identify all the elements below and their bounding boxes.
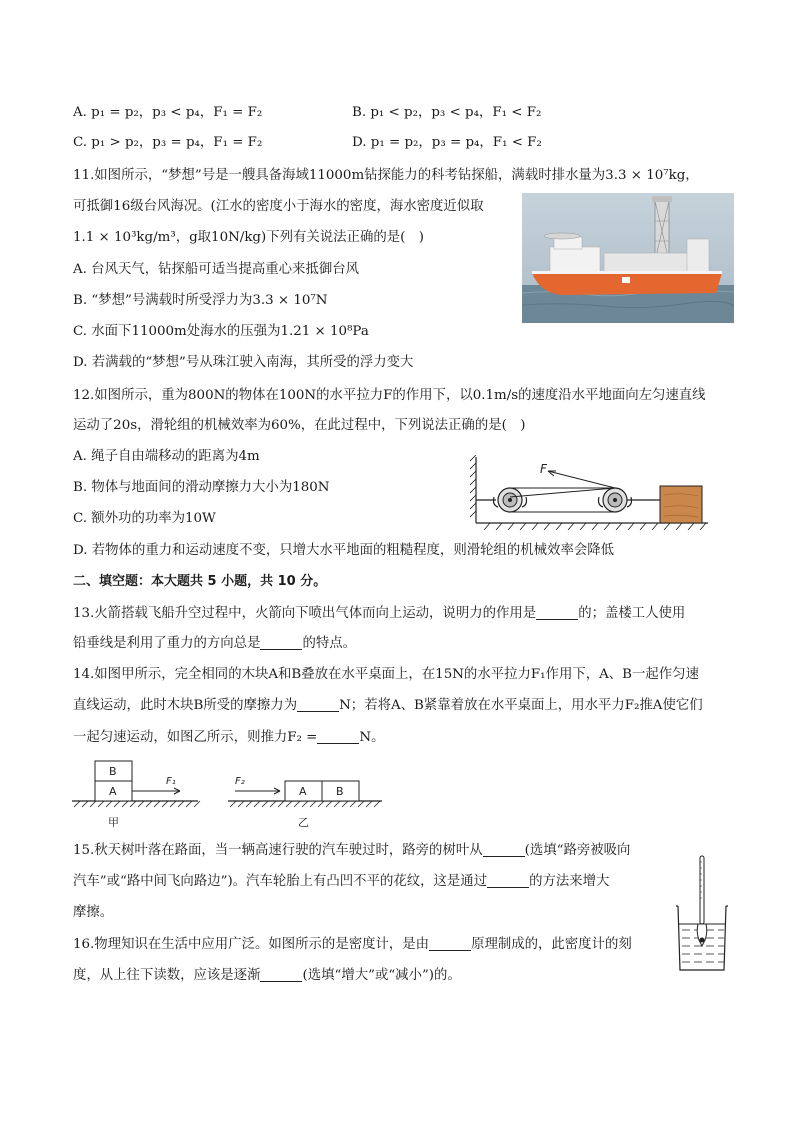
q15-text-part1b: (选填“路旁被吸向 [524,843,631,858]
q10-option-a: A. p₁ = p₂，p₃ < p₄，F₁ = F₂ [73,105,263,120]
q10-option-c: C. p₁ > p₂，p₃ = p₄，F₁ = F₂ [73,135,263,150]
block-a-label-jia: A [109,785,117,798]
pulley-system-diagram [470,455,710,530]
figure-jia [72,761,200,829]
q11-stem-line2: 可抵御16级台风海况。(江水的密度小于海水的密度，海水密度近似取 [73,199,484,214]
q15-blank2[interactable] [487,873,529,888]
q14-blank2[interactable] [317,729,359,744]
q14-line1: 14.如图甲所示，完全相同的木块A和B叠放在水平桌面上，在15N的水平拉力F₁作用下，A、B一起作匀速 [73,667,699,682]
q12-option-c: C. 额外功的功率为10W [73,511,216,526]
q15-text-part2a: 汽车”或“路中间飞向路边”)。汽车轮胎上有凸凹不平的花纹，这是通过 [73,874,488,889]
force-f2-label: F₂ [235,776,245,787]
q13-line1 [73,604,685,624]
drilling-ship-photo [522,193,734,323]
q14-text-part2b: N；若将A、B紧靠着放在水平桌面上，用水平力F₂推A使它们 [339,698,703,713]
q12-option-d: D. 若物体的重力和运动速度不变，只增大水平地面的粗糙程度，则滑轮组的机械效率会降低 [73,543,615,558]
q11-option-b: B. “梦想”号满载时所受浮力为3.3 × 10⁷N [73,293,328,308]
q14-blank1[interactable] [297,697,339,712]
q16-line2 [73,966,461,986]
q13-text-part4: 的特点。 [302,636,357,651]
q14-text-part2a: 直线运动，此时木块B所受的摩擦力为 [73,698,298,713]
block-b-label-yi: B [336,785,344,798]
q15-text-part1a: 15.秋天树叶落在路面，当一辆高速行驶的汽车驶过时，路旁的树叶从 [73,843,483,858]
q12-option-b: B. 物体与地面间的滑动摩擦力大小为180N [73,480,330,495]
q16-text-part2a: 度，从上往下读数，应该是逐渐 [73,968,261,983]
q14-text-part3a: 一起匀速运动，如图乙所示，则推力F₂ = [73,730,318,745]
q16-blank2[interactable] [260,967,302,982]
figure-yi [228,776,382,829]
q15-line3: 摩擦。 [73,905,114,920]
q14-line3 [73,728,385,748]
hydrometer-in-beaker-diagram [674,854,730,974]
section-2-heading: 二、填空题：本大题共 5 小题，共 10 分。 [73,574,327,589]
q11-stem-line1: 11.如图所示，“梦想”号是一艘具备海域11000m钻探能力的科考钻探船，满载时排水量为3.3 × 10⁷kg， [73,168,699,183]
q16-text-part1b: 原理制成的，此密度计的刻 [471,937,632,952]
q11-stem-line3: 1.1 × 10³kg/m³，g取10N/kg)下列有关说法正确的是( ) [73,230,424,245]
block-a-label-yi: A [299,785,307,798]
q12-option-a: A. 绳子自由端移动的距离为4m [73,449,260,464]
q16-blank1[interactable] [429,936,471,951]
q16-text-part1a: 16.物理知识在生活中应用广泛。如图所示的是密度计，是由 [73,937,430,952]
q15-text-part2b: 的方法来增大 [529,874,610,889]
q12-stem-line2: 运动了20s，滑轮组的机械效率为60%，在此过程中，下列说法正确的是( ) [73,418,526,433]
q12-stem-line1: 12.如图所示，重为800N的物体在100N的水平拉力F的作用下，以0.1m/s的速度沿水平地面向左匀速直线 [73,388,706,403]
q11-option-a: A. 台风天气，钻探船可适当提高重心来抵御台风 [73,262,359,277]
blocks-diagram [70,756,400,834]
q14-line2 [73,696,703,716]
q13-text-part3: 铅垂线是利用了重力的方向总是 [73,636,261,651]
q11-option-c: C. 水面下11000m处海水的压强为1.21 × 10⁸Pa [73,324,369,339]
q15-blank1[interactable] [483,842,525,857]
q10-option-b: B. p₁ < p₂，p₃ < p₄，F₁ < F₂ [352,105,542,120]
figure-yi-caption: 乙 [298,816,309,829]
q13-text-part1: 13.火箭搭载飞船升空过程中，火箭向下喷出气体而向上运动，说明力的作用是 [73,606,537,621]
q13-line2 [73,634,356,654]
force-label-f: F [540,462,547,476]
q11-option-d: D. 若满载的“梦想”号从珠江驶入南海，其所受的浮力变大 [73,355,414,370]
q10-option-d: D. p₁ = p₂，p₃ = p₄，F₁ < F₂ [352,135,542,150]
q16-line1 [73,935,632,955]
q16-text-part2b: (选填“增大”或“减小”)的。 [302,968,461,983]
block-b-label-jia: B [109,765,117,778]
figure-jia-caption: 甲 [108,816,119,829]
q13-blank2[interactable] [260,635,302,650]
q14-text-part3b: N。 [359,730,385,745]
q13-text-part2: 的；盖楼工人使用 [578,606,686,621]
q15-line2 [73,872,609,892]
q13-blank1[interactable] [536,605,578,620]
q15-line1 [73,841,630,861]
force-f1-label: F₁ [166,776,176,787]
